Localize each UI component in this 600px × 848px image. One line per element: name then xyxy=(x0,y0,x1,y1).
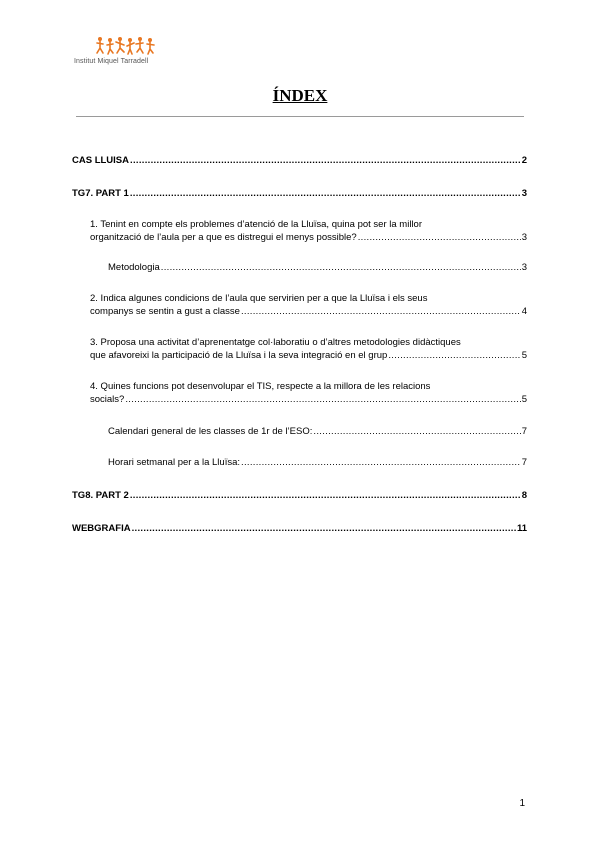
toc-entry-text: 2. Indica algunes condicions de l’aula que servirien per a que la Lluïsa i els seus xyxy=(90,293,428,304)
toc-page-number: 7 xyxy=(521,426,527,437)
toc-entry-text: Calendari general de les classes de 1r de l’ESO: xyxy=(108,426,313,437)
toc-entry-text: CAS LLUISA xyxy=(72,155,129,166)
toc-entry-webgrafia[interactable] xyxy=(72,522,527,535)
toc-entry-metodologia[interactable] xyxy=(108,261,527,274)
toc-entry-tg8-part2[interactable] xyxy=(72,489,527,502)
toc-entry-text: WEBGRAFIA xyxy=(72,523,131,534)
toc-entry-text: Metodologia xyxy=(108,262,160,273)
toc-entry-cas-lluisa[interactable] xyxy=(72,154,527,167)
toc-entry-text-cont: companys se sentin a gust a classe xyxy=(90,306,240,317)
toc-page-number: 8 xyxy=(521,490,527,501)
toc-page-number: 3 xyxy=(521,262,527,273)
toc-page-number: 5 xyxy=(521,394,527,405)
dancing-figures-icon xyxy=(93,36,163,56)
toc-entry-text: 1. Tenint en compte els problemes d’atenció de la Lluïsa, quina pot ser la millor xyxy=(90,219,422,230)
toc-page-number: 2 xyxy=(521,155,527,166)
page-number: 1 xyxy=(519,798,525,809)
school-logo xyxy=(74,36,184,68)
toc-page-number: 11 xyxy=(516,523,527,534)
toc-page-number: 4 xyxy=(521,306,527,317)
toc-page-number: 3 xyxy=(521,188,527,199)
toc-entry-text: TG8. PART 2 xyxy=(72,490,129,501)
toc-entry-text: Horari setmanal per a la Lluïsa: xyxy=(108,457,241,468)
toc-entry-text: 3. Proposa una activitat d’aprenentatge col·laboratiu o d’altres metodologies didàctiques xyxy=(90,337,461,348)
toc-entry-text: TG7. PART 1 xyxy=(72,188,129,199)
toc-entry-question-2[interactable] xyxy=(90,292,527,318)
toc-entry-question-3[interactable] xyxy=(90,336,527,362)
page-title: ÍNDEX xyxy=(272,86,328,105)
toc-page-number: 7 xyxy=(521,457,527,468)
toc-page-number: 5 xyxy=(521,350,527,361)
toc-entry-question-4[interactable] xyxy=(90,380,527,406)
title-divider xyxy=(76,116,524,117)
toc-entry-text-cont: socials? xyxy=(90,394,125,405)
toc-entry-text-cont: organització de l’aula per a que es distregui el menys possible? xyxy=(90,232,357,243)
school-name: Institut Miquel Tarradell xyxy=(74,58,149,65)
toc-entry-text-cont: que afavoreixi la participació de la Lluïsa i la seva integració en el grup xyxy=(90,350,388,361)
toc-entry-text: 4. Quines funcions pot desenvolupar el TIS, respecte a la millora de les relacions xyxy=(90,381,431,392)
toc-page-number: 3 xyxy=(521,232,527,243)
toc-entry-horari[interactable] xyxy=(108,456,527,469)
toc-entry-question-1[interactable] xyxy=(90,218,527,244)
toc-entry-tg7-part1[interactable] xyxy=(72,187,527,200)
toc-entry-calendari[interactable] xyxy=(108,425,527,438)
